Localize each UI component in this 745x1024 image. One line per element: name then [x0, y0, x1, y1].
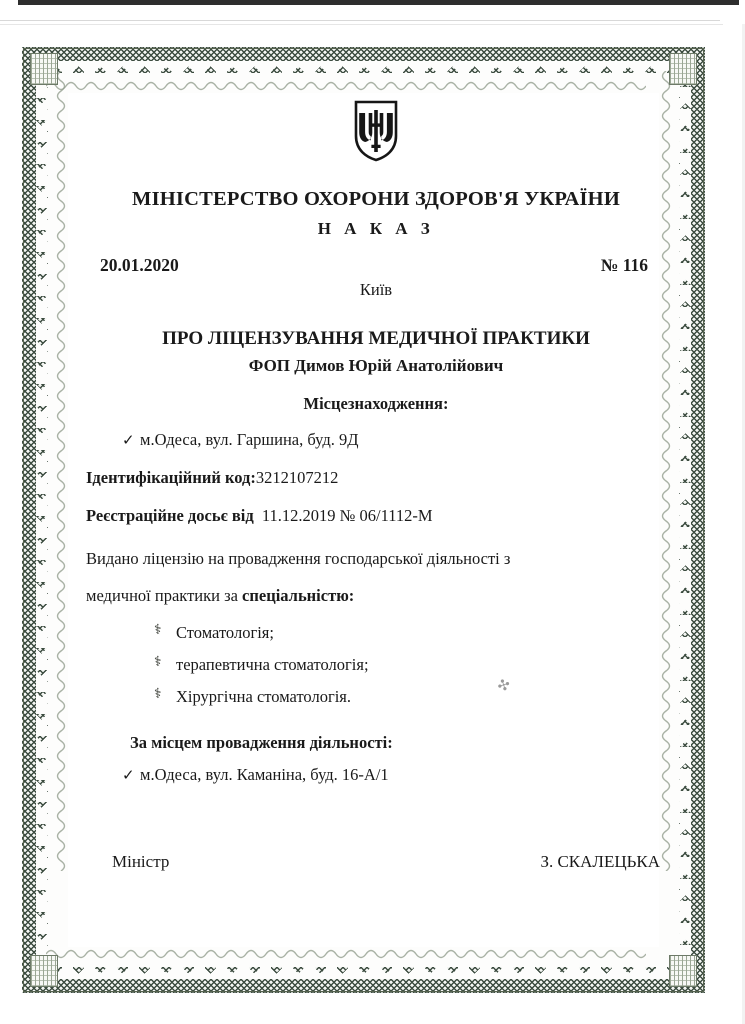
- check-icon: ✓: [122, 768, 135, 785]
- signatory-name: З. СКАЛЕЦЬКА: [540, 852, 660, 871]
- specialty-bullet-icon: ⚕: [154, 655, 162, 671]
- order-date: 20.01.2020: [100, 255, 179, 275]
- emblem-container: [86, 100, 666, 162]
- corner-ornament-bottom-right: [669, 955, 697, 987]
- signatory-role: Міністр: [112, 852, 170, 871]
- document-subject: ФОП Димов Юрій Анатолійович: [248, 356, 504, 375]
- registration-label: Реєстраційне досьє від: [86, 506, 254, 525]
- location-value: м.Одеса, вул. Гаршина, буд. 9Д: [140, 430, 359, 449]
- city-label: Київ: [359, 280, 393, 299]
- document-content: [86, 100, 666, 930]
- specialty-list: [86, 623, 666, 707]
- corner-ornament-top-right: [669, 53, 697, 85]
- id-code-label: Ідентифікаційний код:: [86, 468, 256, 487]
- list-item: [154, 623, 666, 643]
- specialty-label: Стоматологія;: [176, 623, 274, 643]
- corner-ornament-bottom-left: [30, 955, 58, 987]
- location-heading: Місцезнаходження:: [303, 394, 449, 413]
- id-code-value: 3212107212: [255, 468, 339, 487]
- specialty-label: терапевтична стоматологія;: [176, 655, 369, 675]
- scan-hairline: [0, 20, 720, 21]
- location-line: [86, 430, 666, 450]
- body-paragraph-line1: Видано ліцензію на провадження господарської діяльності з: [86, 549, 511, 568]
- ministry-title: МІНІСТЕРСТВО ОХОРОНИ ЗДОРОВ'Я УКРАЇНИ: [132, 188, 620, 210]
- date-number-row: [86, 255, 666, 276]
- registration-line: [86, 506, 666, 526]
- specialty-bullet-icon: ⚕: [154, 687, 162, 703]
- activity-location-value: м.Одеса, вул. Каманіна, буд. 16-А/1: [140, 765, 389, 785]
- order-number: № 116: [600, 255, 648, 275]
- registration-value: 11.12.2019 № 06/1112-М: [261, 506, 433, 525]
- list-item: [154, 655, 666, 675]
- scan-hairline-secondary: [0, 24, 723, 25]
- body-paragraph-line2: [86, 581, 666, 612]
- signature-row: [112, 852, 660, 872]
- scan-top-edge: [18, 0, 745, 5]
- order-word: Н А К А З: [317, 219, 435, 238]
- document-title: ПРО ЛІЦЕНЗУВАННЯ МЕДИЧНОЇ ПРАКТИКИ: [162, 328, 590, 349]
- corner-ornament-top-left: [30, 53, 58, 85]
- body-line2-bold: спеціальністю:: [242, 585, 355, 605]
- ukraine-trident-icon: [354, 100, 398, 162]
- list-item: [154, 687, 666, 707]
- scan-smudge-artifact: ✣: [495, 676, 513, 696]
- specialty-label: Хірургічна стоматологія.: [176, 687, 352, 707]
- specialty-bullet-icon: ⚕: [154, 623, 162, 639]
- activity-heading: За місцем провадження діяльності:: [130, 733, 393, 753]
- id-code-line: [86, 468, 666, 488]
- body-line2-plain: медичної практики за: [86, 585, 243, 605]
- activity-location-line: [86, 765, 666, 785]
- check-icon: ✓: [122, 433, 135, 449]
